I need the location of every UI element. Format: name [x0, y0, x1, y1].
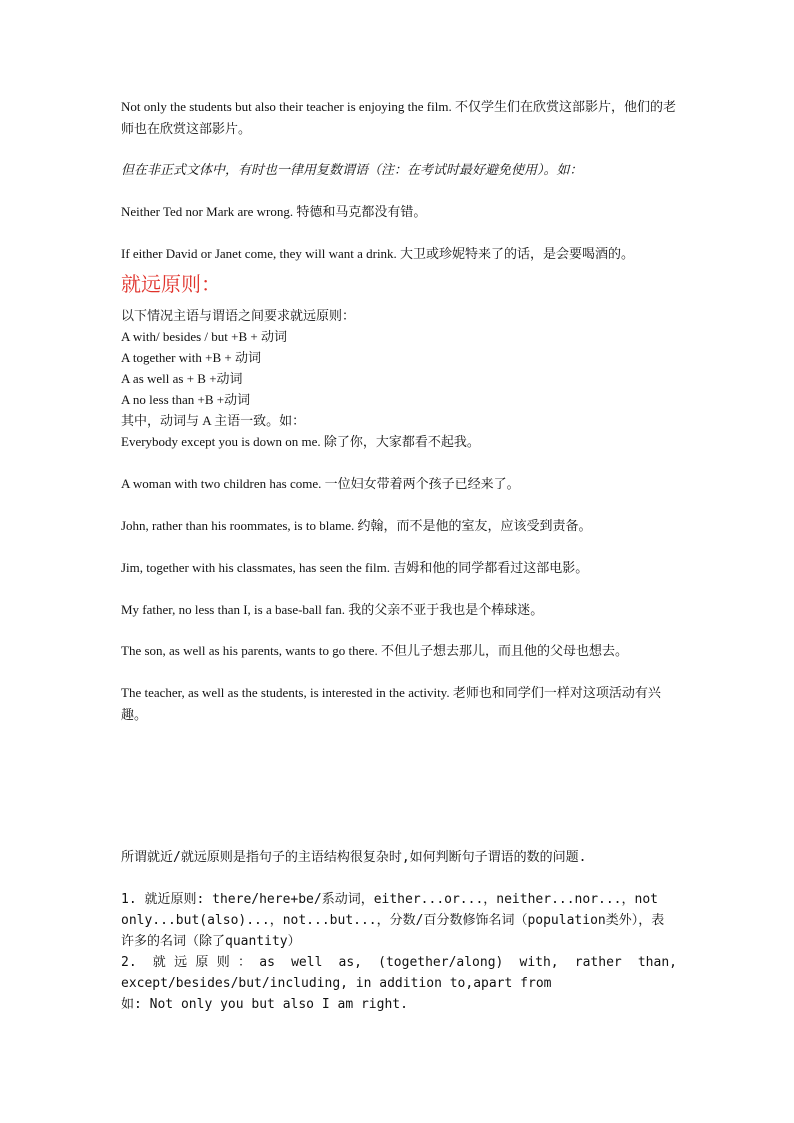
intro-paragraph-4: If either David or Janet come, they will want a drink. 大卫或珍妮特来了的话，是会要喝酒的。: [121, 246, 635, 261]
example-sentence: Jim, together with his classmates, has seen the film. 吉姆和他的同学都看过这部电影。: [121, 560, 589, 575]
rule-item-2: A together with +B + 动词: [121, 350, 261, 365]
rule-item-1: A with/ besides / but +B + 动词: [121, 329, 287, 344]
intro-paragraph-3: Neither Ted nor Mark are wrong. 特德和马克都没有错。: [121, 204, 427, 219]
rule-note: 其中，动词与 A 主语一致。如：: [121, 413, 306, 428]
rule-item-3: A as well as + B +动词: [121, 371, 243, 386]
summary-line-2: 1. 就近原则: there/here+be/系动词，either...or...，neither...nor...，not only...but(also)...，not...but...，分数/百分数修饰名词（population类外），表许多的名词（除了quantity）: [121, 892, 665, 949]
section-heading: 就远原则：: [121, 272, 221, 296]
summary-line-3: 2. 就远原则：as well as, (together/along) with, rather than, except/besides/but/including, in addition to,apart from: [121, 955, 677, 991]
example-sentence: The son, as well as his parents, wants to go there. 不但儿子想去那儿，而且他的父母也想去。: [121, 643, 628, 658]
summary-line-4: 如: Not only you but also I am right.: [121, 997, 408, 1012]
example-sentence: Everybody except you is down on me. 除了你，大家都看不起我。: [121, 434, 480, 449]
intro-paragraph-2: 但在非正式文体中，有时也一律用复数谓语（注：在考试时最好避免使用）。如：: [121, 162, 583, 177]
summary-line-1: 所谓就近/就远原则是指句子的主语结构很复杂时,如何判断句子谓语的数的问题.: [121, 850, 587, 865]
rule-item-4: A no less than +B +动词: [121, 392, 251, 407]
rules-lead: 以下情况主语与谓语之间要求就远原则：: [121, 308, 356, 323]
example-sentence: My father, no less than I, is a base-ball fan. 我的父亲不亚于我也是个棒球迷。: [121, 602, 544, 617]
example-sentence: John, rather than his roommates, is to blame. 约翰，而不是他的室友，应该受到责备。: [121, 518, 592, 533]
rules-list: [121, 305, 676, 431]
example-sentence: A woman with two children has come. 一位妇女带着两个孩子已经来了。: [121, 476, 520, 491]
intro-paragraph-1: Not only the students but also their teacher is enjoying the film. 不仅学生们在欣赏这部影片，他们的老师也在欣赏这部影片。: [121, 99, 676, 136]
example-sentence: The teacher, as well as the students, is interested in the activity. 老师也和同学们一样对这项活动有兴趣。: [121, 685, 661, 722]
